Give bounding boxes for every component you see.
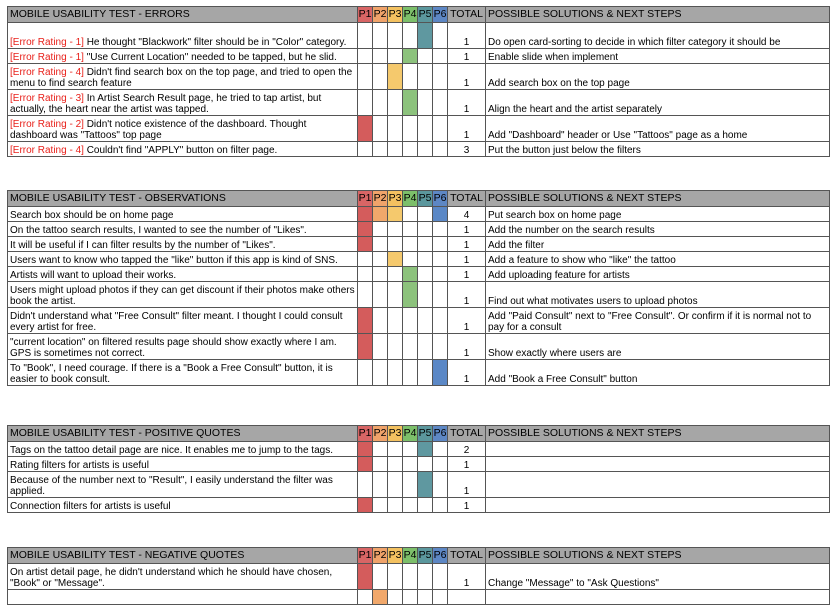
participant-cell-p2	[373, 590, 388, 605]
participant-cell-p1	[358, 564, 373, 590]
col-p2: P2	[373, 426, 388, 442]
row-description	[8, 252, 358, 267]
col-p3: P3	[388, 426, 403, 442]
participant-cell-p1	[358, 308, 373, 334]
col-p3: P3	[388, 191, 403, 207]
participant-cell-p6	[433, 472, 448, 498]
row-solution: Do open card-sorting to decide in which filter category it should be	[486, 23, 830, 49]
table-row	[8, 142, 830, 157]
row-description	[8, 49, 358, 64]
table-row	[8, 334, 830, 360]
participant-cell-p5	[418, 308, 433, 334]
positive-quotes-table	[7, 425, 830, 513]
participant-cell-p6	[433, 90, 448, 116]
participant-cell-p2	[373, 308, 388, 334]
participant-cell-p1	[358, 49, 373, 64]
error-rating-label: [Error Rating - 3]	[10, 93, 84, 104]
participant-cell-p1	[358, 23, 373, 49]
participant-cell-p2	[373, 116, 388, 142]
col-solutions: POSSIBLE SOLUTIONS & NEXT STEPS	[486, 548, 830, 564]
row-description	[8, 267, 358, 282]
participant-cell-p4	[403, 267, 418, 282]
table-header-row	[8, 426, 830, 442]
participant-cell-p4	[403, 498, 418, 513]
col-p6: P6	[433, 548, 448, 564]
error-rating-label: [Error Rating - 1]	[10, 37, 84, 48]
participant-cell-p2	[373, 360, 388, 386]
participant-cell-p6	[433, 308, 448, 334]
row-solution: Add a feature to show who "like" the tattoo	[486, 252, 830, 267]
participant-cell-p2	[373, 442, 388, 457]
row-solution	[486, 472, 830, 498]
table-row	[8, 498, 830, 513]
row-total: 1	[448, 498, 486, 513]
table-header-row	[8, 191, 830, 207]
col-solutions: POSSIBLE SOLUTIONS & NEXT STEPS	[486, 191, 830, 207]
row-description	[8, 590, 358, 605]
participant-cell-p5	[418, 267, 433, 282]
participant-cell-p3	[388, 472, 403, 498]
participant-cell-p3	[388, 282, 403, 308]
participant-cell-p5	[418, 64, 433, 90]
table-row	[8, 90, 830, 116]
row-total: 1	[448, 564, 486, 590]
participant-cell-p3	[388, 252, 403, 267]
col-p5: P5	[418, 7, 433, 23]
participant-cell-p4	[403, 23, 418, 49]
participant-cell-p3	[388, 64, 403, 90]
col-p3: P3	[388, 7, 403, 23]
participant-cell-p2	[373, 49, 388, 64]
section-title: MOBILE USABILITY TEST - POSITIVE QUOTES	[8, 426, 358, 442]
row-solution: Enable slide when implement	[486, 49, 830, 64]
error-rating-label: [Error Rating - 4]	[10, 67, 84, 78]
participant-cell-p5	[418, 334, 433, 360]
table-row	[8, 564, 830, 590]
participant-cell-p3	[388, 457, 403, 472]
participant-cell-p2	[373, 237, 388, 252]
participant-cell-p5	[418, 222, 433, 237]
participant-cell-p6	[433, 360, 448, 386]
error-rating-label: [Error Rating - 4]	[10, 145, 84, 156]
participant-cell-p5	[418, 90, 433, 116]
row-text: Couldn't find "APPLY" button on filter page.	[83, 145, 278, 156]
table-row	[8, 590, 830, 605]
participant-cell-p2	[373, 564, 388, 590]
participant-cell-p3	[388, 207, 403, 222]
row-text: Didn't understand what "Free Consult" filter meant. I thought I could consult every artist for free.	[10, 311, 343, 333]
row-total: 1	[448, 222, 486, 237]
participant-cell-p5	[418, 207, 433, 222]
participant-cell-p6	[433, 457, 448, 472]
row-total: 3	[448, 142, 486, 157]
row-solution	[486, 457, 830, 472]
participant-cell-p5	[418, 457, 433, 472]
row-solution: Add "Dashboard" header or Use "Tattoos" page as a home	[486, 116, 830, 142]
participant-cell-p3	[388, 564, 403, 590]
participant-cell-p1	[358, 334, 373, 360]
row-solution: Put the button just below the filters	[486, 142, 830, 157]
row-solution: Find out what motivates users to upload photos	[486, 282, 830, 308]
participant-cell-p3	[388, 237, 403, 252]
participant-cell-p6	[433, 498, 448, 513]
participant-cell-p2	[373, 282, 388, 308]
row-solution: Add the filter	[486, 237, 830, 252]
row-solution	[486, 590, 830, 605]
row-description	[8, 207, 358, 222]
participant-cell-p6	[433, 116, 448, 142]
section-title: MOBILE USABILITY TEST - ERRORS	[8, 7, 358, 23]
row-description	[8, 472, 358, 498]
participant-cell-p2	[373, 472, 388, 498]
table-row	[8, 252, 830, 267]
row-total: 1	[448, 472, 486, 498]
participant-cell-p6	[433, 142, 448, 157]
participant-cell-p5	[418, 252, 433, 267]
row-text: "Use Current Location" needed to be tapped, but he slid.	[83, 52, 337, 63]
col-p1: P1	[358, 426, 373, 442]
participant-cell-p3	[388, 360, 403, 386]
participant-cell-p6	[433, 334, 448, 360]
participant-cell-p2	[373, 64, 388, 90]
row-text: To "Book", I need courage. If there is a "Book a Free Consult" button, it is easier to book consult.	[10, 363, 333, 385]
participant-cell-p2	[373, 457, 388, 472]
participant-cell-p6	[433, 237, 448, 252]
row-total: 1	[448, 23, 486, 49]
row-solution: Add "Paid Consult" next to "Free Consult". Or confirm if it is normal not to pay for a consult	[486, 308, 830, 334]
row-description	[8, 308, 358, 334]
participant-cell-p2	[373, 334, 388, 360]
row-total: 1	[448, 90, 486, 116]
table-row	[8, 472, 830, 498]
row-description	[8, 282, 358, 308]
participant-cell-p2	[373, 252, 388, 267]
participant-cell-p6	[433, 590, 448, 605]
participant-cell-p4	[403, 308, 418, 334]
participant-cell-p6	[433, 282, 448, 308]
participant-cell-p6	[433, 23, 448, 49]
participant-cell-p4	[403, 564, 418, 590]
participant-cell-p4	[403, 442, 418, 457]
participant-cell-p3	[388, 334, 403, 360]
col-p5: P5	[418, 426, 433, 442]
participant-cell-p4	[403, 282, 418, 308]
col-p4: P4	[403, 548, 418, 564]
participant-cell-p1	[358, 498, 373, 513]
participant-cell-p4	[403, 334, 418, 360]
row-text: Search box should be on home page	[10, 210, 174, 221]
table-row	[8, 116, 830, 142]
participant-cell-p5	[418, 498, 433, 513]
participant-cell-p3	[388, 222, 403, 237]
participant-cell-p4	[403, 116, 418, 142]
participant-cell-p4	[403, 252, 418, 267]
participant-cell-p4	[403, 90, 418, 116]
row-text: Users want to know who tapped the "like" button if this app is kind of SNS.	[10, 255, 338, 266]
participant-cell-p5	[418, 590, 433, 605]
row-text: On artist detail page, he didn't understand which he should have chosen, "Book" or "Message".	[10, 567, 333, 589]
row-total: 1	[448, 282, 486, 308]
error-rating-label: [Error Rating - 2]	[10, 119, 84, 130]
row-total: 1	[448, 360, 486, 386]
row-description	[8, 237, 358, 252]
row-text: Rating filters for artists is useful	[10, 460, 149, 471]
observations-table	[7, 190, 830, 386]
participant-cell-p5	[418, 23, 433, 49]
row-description	[8, 564, 358, 590]
participant-cell-p5	[418, 237, 433, 252]
participant-cell-p5	[418, 282, 433, 308]
participant-cell-p6	[433, 64, 448, 90]
row-text: Users might upload photos if they can get discount if their photos make others book the artist.	[10, 285, 355, 307]
participant-cell-p3	[388, 49, 403, 64]
participant-cell-p1	[358, 90, 373, 116]
participant-cell-p2	[373, 90, 388, 116]
row-text: Artists will want to upload their works.	[10, 270, 177, 281]
col-p5: P5	[418, 191, 433, 207]
participant-cell-p1	[358, 267, 373, 282]
row-description	[8, 142, 358, 157]
col-p4: P4	[403, 426, 418, 442]
row-text: He thought "Blackwork" filter should be in "Color" category.	[83, 37, 347, 48]
row-description	[8, 498, 358, 513]
row-solution	[486, 442, 830, 457]
participant-cell-p2	[373, 222, 388, 237]
table-row	[8, 308, 830, 334]
row-description	[8, 334, 358, 360]
row-total: 1	[448, 267, 486, 282]
participant-cell-p1	[358, 237, 373, 252]
row-text: Connection filters for artists is useful	[10, 501, 171, 512]
participant-cell-p3	[388, 23, 403, 49]
participant-cell-p3	[388, 442, 403, 457]
participant-cell-p1	[358, 457, 373, 472]
participant-cell-p1	[358, 442, 373, 457]
participant-cell-p4	[403, 360, 418, 386]
participant-cell-p1	[358, 142, 373, 157]
table-row	[8, 207, 830, 222]
row-description	[8, 360, 358, 386]
row-total: 1	[448, 308, 486, 334]
participant-cell-p5	[418, 49, 433, 64]
participant-cell-p1	[358, 222, 373, 237]
participant-cell-p2	[373, 23, 388, 49]
table-row	[8, 49, 830, 64]
participant-cell-p3	[388, 116, 403, 142]
table-row	[8, 457, 830, 472]
row-total: 1	[448, 49, 486, 64]
col-p3: P3	[388, 548, 403, 564]
table-row	[8, 282, 830, 308]
participant-cell-p1	[358, 472, 373, 498]
participant-cell-p6	[433, 222, 448, 237]
col-p6: P6	[433, 426, 448, 442]
participant-cell-p4	[403, 142, 418, 157]
row-description	[8, 442, 358, 457]
row-solution: Change "Message" to "Ask Questions"	[486, 564, 830, 590]
participant-cell-p3	[388, 498, 403, 513]
row-total: 1	[448, 334, 486, 360]
participant-cell-p6	[433, 207, 448, 222]
col-p5: P5	[418, 548, 433, 564]
participant-cell-p4	[403, 49, 418, 64]
col-p6: P6	[433, 7, 448, 23]
participant-cell-p3	[388, 142, 403, 157]
row-solution	[486, 498, 830, 513]
row-total: 2	[448, 442, 486, 457]
participant-cell-p6	[433, 564, 448, 590]
participant-cell-p5	[418, 564, 433, 590]
col-total: TOTAL	[448, 7, 486, 23]
participant-cell-p2	[373, 142, 388, 157]
row-total: 1	[448, 64, 486, 90]
col-total: TOTAL	[448, 548, 486, 564]
row-solution: Add uploading feature for artists	[486, 267, 830, 282]
participant-cell-p4	[403, 207, 418, 222]
table-header-row	[8, 548, 830, 564]
row-solution: Add search box on the top page	[486, 64, 830, 90]
col-p4: P4	[403, 7, 418, 23]
row-text: It will be useful if I can filter results by the number of "Likes".	[10, 240, 276, 251]
row-text: Because of the number next to "Result", I easily understand the filter was applied.	[10, 475, 333, 497]
row-text: On the tattoo search results, I wanted to see the number of "Likes".	[10, 225, 307, 236]
participant-cell-p4	[403, 590, 418, 605]
participant-cell-p1	[358, 64, 373, 90]
table-row	[8, 222, 830, 237]
participant-cell-p6	[433, 442, 448, 457]
row-text: Tags on the tattoo detail page are nice. It enables me to jump to the tags.	[10, 445, 333, 456]
row-text: "current location" on filtered results page should show exactly where I am. GPS is sometimes not correct.	[10, 337, 337, 359]
row-total	[448, 590, 486, 605]
participant-cell-p1	[358, 116, 373, 142]
participant-cell-p3	[388, 590, 403, 605]
row-solution: Add "Book a Free Consult" button	[486, 360, 830, 386]
row-solution: Show exactly where users are	[486, 334, 830, 360]
participant-cell-p3	[388, 267, 403, 282]
table-row	[8, 64, 830, 90]
table-row	[8, 442, 830, 457]
col-p2: P2	[373, 7, 388, 23]
participant-cell-p2	[373, 207, 388, 222]
participant-cell-p4	[403, 457, 418, 472]
row-solution: Align the heart and the artist separately	[486, 90, 830, 116]
row-total: 1	[448, 116, 486, 142]
row-description	[8, 64, 358, 90]
row-description	[8, 222, 358, 237]
errors-table	[7, 6, 830, 157]
participant-cell-p5	[418, 142, 433, 157]
participant-cell-p1	[358, 282, 373, 308]
col-p1: P1	[358, 548, 373, 564]
participant-cell-p4	[403, 64, 418, 90]
participant-cell-p5	[418, 472, 433, 498]
row-text: Didn't notice existence of the dashboard. Thought dashboard was "Tattoos" top page	[10, 119, 307, 141]
participant-cell-p6	[433, 267, 448, 282]
table-row	[8, 23, 830, 49]
row-text: In Artist Search Result page, he tried to tap artist, but actually, the heart near the artist was tapped.	[10, 93, 322, 115]
participant-cell-p5	[418, 360, 433, 386]
col-total: TOTAL	[448, 191, 486, 207]
participant-cell-p4	[403, 472, 418, 498]
col-p1: P1	[358, 7, 373, 23]
participant-cell-p6	[433, 252, 448, 267]
participant-cell-p3	[388, 308, 403, 334]
participant-cell-p4	[403, 237, 418, 252]
row-description	[8, 90, 358, 116]
col-p2: P2	[373, 191, 388, 207]
row-total: 1	[448, 457, 486, 472]
row-description	[8, 457, 358, 472]
table-row	[8, 360, 830, 386]
col-solutions: POSSIBLE SOLUTIONS & NEXT STEPS	[486, 426, 830, 442]
table-row	[8, 237, 830, 252]
row-solution: Put search box on home page	[486, 207, 830, 222]
row-description	[8, 23, 358, 49]
table-row	[8, 267, 830, 282]
section-title: MOBILE USABILITY TEST - NEGATIVE QUOTES	[8, 548, 358, 564]
col-p1: P1	[358, 191, 373, 207]
error-rating-label: [Error Rating - 1]	[10, 52, 84, 63]
participant-cell-p3	[388, 90, 403, 116]
participant-cell-p5	[418, 442, 433, 457]
participant-cell-p6	[433, 49, 448, 64]
participant-cell-p1	[358, 590, 373, 605]
table-header-row	[8, 7, 830, 23]
row-text: Didn't find search box on the top page, and tried to open the menu to find search feature	[10, 67, 353, 89]
participant-cell-p1	[358, 207, 373, 222]
col-p6: P6	[433, 191, 448, 207]
col-total: TOTAL	[448, 426, 486, 442]
participant-cell-p5	[418, 116, 433, 142]
col-p2: P2	[373, 548, 388, 564]
row-total: 1	[448, 252, 486, 267]
negative-quotes-table	[7, 547, 830, 605]
row-total: 4	[448, 207, 486, 222]
row-description	[8, 116, 358, 142]
col-p4: P4	[403, 191, 418, 207]
participant-cell-p2	[373, 498, 388, 513]
participant-cell-p1	[358, 252, 373, 267]
participant-cell-p4	[403, 222, 418, 237]
row-total: 1	[448, 237, 486, 252]
participant-cell-p2	[373, 267, 388, 282]
participant-cell-p1	[358, 360, 373, 386]
section-title: MOBILE USABILITY TEST - OBSERVATIONS	[8, 191, 358, 207]
col-solutions: POSSIBLE SOLUTIONS & NEXT STEPS	[486, 7, 830, 23]
row-solution: Add the number on the search results	[486, 222, 830, 237]
